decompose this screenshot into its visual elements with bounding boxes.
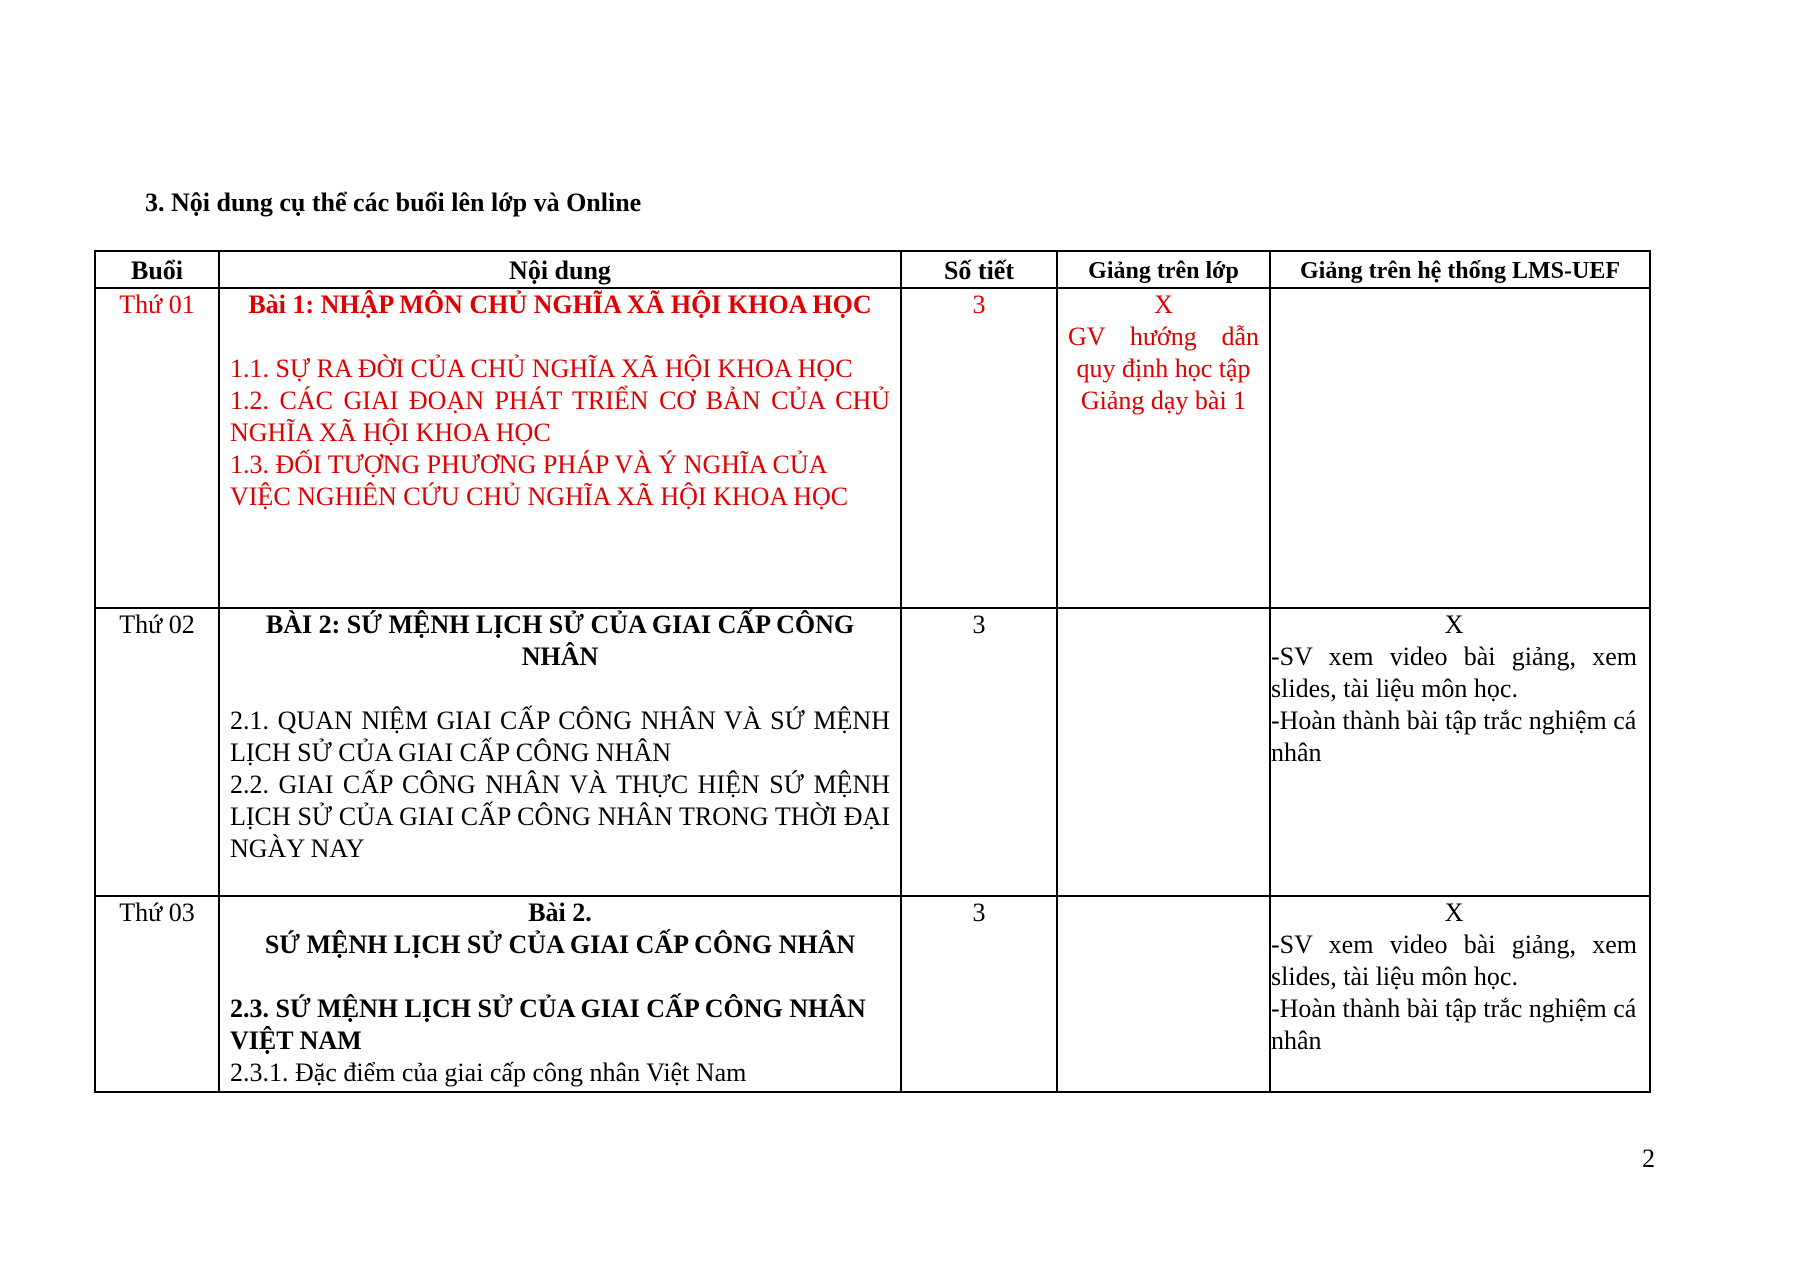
lesson-title: SỨ MỆNH LỊCH SỬ CỦA GIAI CẤP CÔNG NHÂN	[264, 930, 856, 959]
lesson-title: Bài 1: NHẬP MÔN CHỦ NGHĨA XÃ HỘI KHOA HỌC	[248, 290, 872, 319]
content-item: 2.2. GIAI CẤP CÔNG NHÂN VÀ THỰC HIỆN SỨ MỆNH LỊCH SỬ CỦA GIAI CẤP CÔNG NHÂN TRONG THỜI ĐẠI NGÀY NAY	[230, 770, 890, 863]
lms-note: -SV xem video bài giảng, xem slides, tài liệu môn học.	[1271, 930, 1637, 991]
schedule-table	[94, 250, 1651, 1093]
content-item: 2.3.1. Đặc điểm của giai cấp công nhân Việt Nam	[230, 1058, 747, 1087]
table-row	[95, 608, 1650, 896]
in-class-mark: X	[1154, 290, 1173, 319]
header-lms: Giảng trên hệ thống LMS-UEF	[1270, 251, 1650, 288]
content-item: 1.3. ĐỐI TƯỢNG PHƯƠNG PHÁP VÀ Ý NGHĨA CỦA VIỆC NGHIÊN CỨU CHỦ NGHĨA XÃ HỘI KHOA HỌC	[230, 450, 849, 511]
header-session: Buổi	[95, 251, 219, 288]
periods-cell: 3	[901, 608, 1057, 896]
header-in-class: Giảng trên lớp	[1057, 251, 1270, 288]
table-header-row	[95, 251, 1650, 288]
in-class-cell	[1057, 608, 1270, 896]
in-class-cell	[1057, 288, 1270, 608]
session-cell: Thứ 03	[95, 896, 219, 1092]
content-cell	[219, 608, 901, 896]
lesson-title: BÀI 2: SỨ MỆNH LỊCH SỬ CỦA GIAI CẤP CÔNG NHÂN	[265, 610, 855, 671]
lms-cell	[1270, 608, 1650, 896]
content-cell	[219, 288, 901, 608]
content-item: 1.2. CÁC GIAI ĐOẠN PHÁT TRIỂN CƠ BẢN CỦA CHỦ NGHĨA XÃ HỘI KHOA HỌC	[230, 386, 890, 447]
header-periods: Số tiết	[901, 251, 1057, 288]
in-class-note: GV hướng dẫn quy định học tập	[1068, 322, 1259, 383]
lms-note: -Hoàn thành bài tập trắc nghiệm cá nhân	[1271, 994, 1637, 1055]
lms-mark: X	[1444, 898, 1464, 927]
table-row	[95, 896, 1650, 1092]
content-item: 2.1. QUAN NIỆM GIAI CẤP CÔNG NHÂN VÀ SỨ MỆNH LỊCH SỬ CỦA GIAI CẤP CÔNG NHÂN	[230, 706, 890, 767]
page-number: 2	[1642, 1144, 1655, 1173]
lms-cell	[1270, 288, 1650, 608]
lms-mark: X	[1444, 610, 1464, 639]
table-row	[95, 288, 1650, 608]
content-cell	[219, 896, 901, 1092]
session-cell: Thứ 01	[95, 288, 219, 608]
periods-cell: 3	[901, 896, 1057, 1092]
in-class-note: Giảng dạy bài 1	[1080, 386, 1247, 415]
periods-cell: 3	[901, 288, 1057, 608]
lms-note: -SV xem video bài giảng, xem slides, tài liệu môn học.	[1271, 642, 1637, 703]
header-content: Nội dung	[219, 251, 901, 288]
lms-note: -Hoàn thành bài tập trắc nghiệm cá nhân	[1271, 706, 1637, 767]
lms-cell	[1270, 896, 1650, 1092]
lesson-title: Bài 2.	[528, 898, 592, 927]
in-class-cell	[1057, 896, 1270, 1092]
section-heading: 3. Nội dung cụ thể các buổi lên lớp và Online	[145, 188, 642, 217]
lesson-subtitle: 2.3. SỨ MỆNH LỊCH SỬ CỦA GIAI CẤP CÔNG NHÂN VIỆT NAM	[230, 994, 866, 1055]
content-item: 1.1. SỰ RA ĐỜI CỦA CHỦ NGHĨA XÃ HỘI KHOA HỌC	[230, 354, 853, 383]
session-cell: Thứ 02	[95, 608, 219, 896]
